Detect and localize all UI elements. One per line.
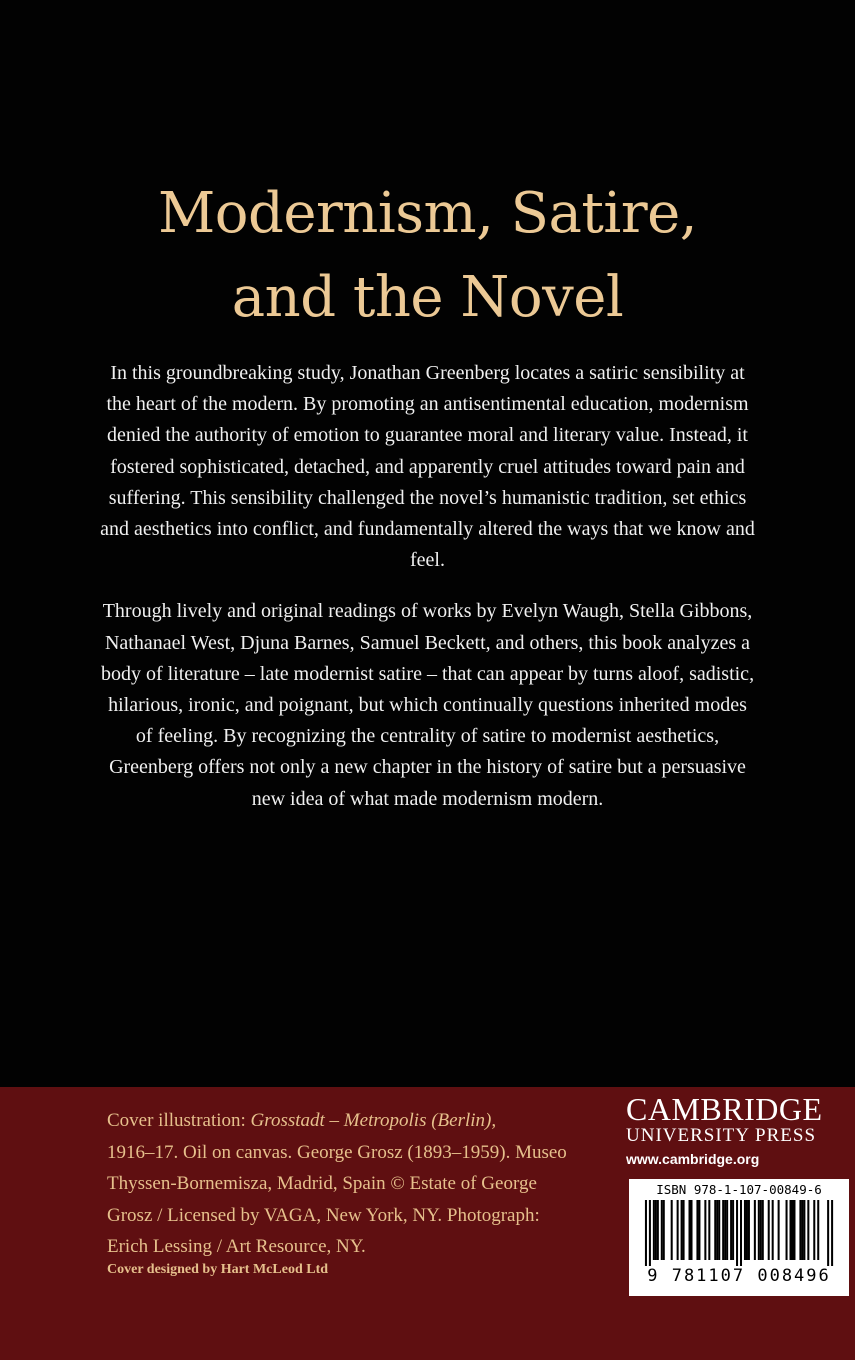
cover-credits bbox=[107, 1105, 577, 1263]
barcode-bar bbox=[793, 1200, 795, 1260]
barcode-bar bbox=[807, 1200, 809, 1260]
blurb bbox=[100, 358, 755, 815]
barcode-bar bbox=[803, 1200, 805, 1260]
barcode-bar bbox=[655, 1200, 657, 1260]
barcode-bar bbox=[799, 1200, 801, 1260]
credits-line-5: Erich Lessing / Art Resource, NY. bbox=[107, 1236, 366, 1257]
blurb-paragraph-1: In this groundbreaking study, Jonathan Greenberg locates a satiric sensibility at the heart of the modern. By promoting an antisentimental education, modernism denied the authority of emotion to guarantee moral and literary value. Instead, it fostered sophisticated, detached, and apparently cruel attitudes toward pain and suffering. This sensibility challenged the novel’s humanistic tradition, set ethics and aesthetics into conflict, and fundamentally altered the ways that we know and feel. bbox=[100, 362, 755, 572]
barcode-bar bbox=[754, 1200, 756, 1260]
publisher-logo bbox=[626, 1093, 852, 1170]
isbn-label: ISBN 978-1-107-00849-6 bbox=[656, 1182, 822, 1197]
book-title-line-1: Modernism, Satire, bbox=[157, 181, 698, 246]
barcode-bar bbox=[746, 1200, 748, 1260]
barcode-bar bbox=[740, 1200, 742, 1266]
barcode-bar bbox=[801, 1200, 803, 1260]
barcode-bar bbox=[718, 1200, 720, 1260]
barcode-bar bbox=[696, 1200, 698, 1260]
barcode-bar bbox=[726, 1200, 728, 1260]
barcode-bar bbox=[758, 1200, 760, 1260]
cover-designer: Cover designed by Hart McLeod Ltd bbox=[107, 1262, 329, 1277]
credits-line-4: Grosz / Licensed by VAGA, New York, NY. Photograph: bbox=[107, 1204, 540, 1226]
barcode-bar bbox=[791, 1200, 793, 1260]
barcode bbox=[629, 1179, 849, 1296]
barcode-bar bbox=[677, 1200, 679, 1260]
barcode-bar bbox=[661, 1200, 663, 1260]
barcode-bar bbox=[681, 1200, 683, 1260]
barcode-bar bbox=[732, 1200, 734, 1260]
barcode-bar bbox=[663, 1200, 665, 1260]
barcode-bar bbox=[724, 1200, 726, 1260]
credits-prefix: Cover illustration: bbox=[107, 1110, 251, 1131]
barcode-bars bbox=[639, 1200, 839, 1266]
blurb-paragraph-2: Through lively and original readings of works by Evelyn Waugh, Stella Gibbons, Nathanael West, Djuna Barnes, Samuel Beckett, and others, this book analyzes a body of literature – late modernist satire – that can appear by turns aloof, sadistic, hilarious, ironic, and poignant, but which continually questions inherited modes of feeling. By recognizing the centrality of satire to modernist aesthetics, Greenberg offers not only a new chapter in the history of satire but a persuasive new idea of what made modernism modern. bbox=[100, 600, 755, 810]
barcode-bar bbox=[778, 1200, 780, 1260]
barcode-bar bbox=[689, 1200, 691, 1260]
isbn-digits: 9 781107 008496 bbox=[647, 1266, 831, 1286]
barcode-bar bbox=[831, 1200, 833, 1266]
publisher-url: www.cambridge.org bbox=[626, 1151, 760, 1167]
barcode-bar bbox=[748, 1200, 750, 1260]
barcode-bar bbox=[813, 1200, 815, 1260]
book-title bbox=[0, 172, 855, 340]
barcode-bar bbox=[786, 1200, 788, 1260]
barcode-bar bbox=[772, 1200, 774, 1260]
artwork-title: Grosstadt – Metropolis (Berlin), bbox=[250, 1110, 497, 1131]
barcode-bar bbox=[698, 1200, 700, 1260]
barcode-bar bbox=[768, 1200, 770, 1260]
barcode-bar bbox=[649, 1200, 651, 1266]
barcode-bar bbox=[714, 1200, 716, 1260]
barcode-bar bbox=[690, 1200, 692, 1260]
barcode-bar bbox=[736, 1200, 738, 1266]
barcode-bar bbox=[645, 1200, 647, 1266]
barcode-bar bbox=[716, 1200, 718, 1260]
barcode-bar bbox=[760, 1200, 762, 1260]
barcode-bar bbox=[790, 1200, 792, 1260]
barcode-bar bbox=[722, 1200, 724, 1260]
barcode-bar bbox=[708, 1200, 710, 1260]
barcode-bar bbox=[657, 1200, 659, 1260]
barcode-bar bbox=[730, 1200, 732, 1260]
barcode-bar bbox=[817, 1200, 819, 1260]
footer-band bbox=[0, 1087, 855, 1360]
barcode-bar bbox=[671, 1200, 673, 1260]
barcode-bar bbox=[653, 1200, 655, 1260]
publisher-name: CAMBRIDGE bbox=[626, 1091, 823, 1127]
credits-line-1 bbox=[107, 1105, 577, 1137]
barcode-bar bbox=[827, 1200, 829, 1266]
credits-line-2: 1916–17. Oil on canvas. George Grosz (1893–1959). Museo bbox=[107, 1141, 567, 1163]
publisher-subname: UNIVERSITY PRESS bbox=[626, 1125, 817, 1146]
credits-line-3: Thyssen-Bornemisza, Madrid, Spain © Estate of George bbox=[107, 1173, 537, 1194]
barcode-bar bbox=[683, 1200, 685, 1260]
barcode-bar bbox=[704, 1200, 706, 1260]
barcode-bar bbox=[744, 1200, 746, 1260]
barcode-bar bbox=[762, 1200, 764, 1260]
book-title-line-2: and the Novel bbox=[231, 265, 624, 330]
